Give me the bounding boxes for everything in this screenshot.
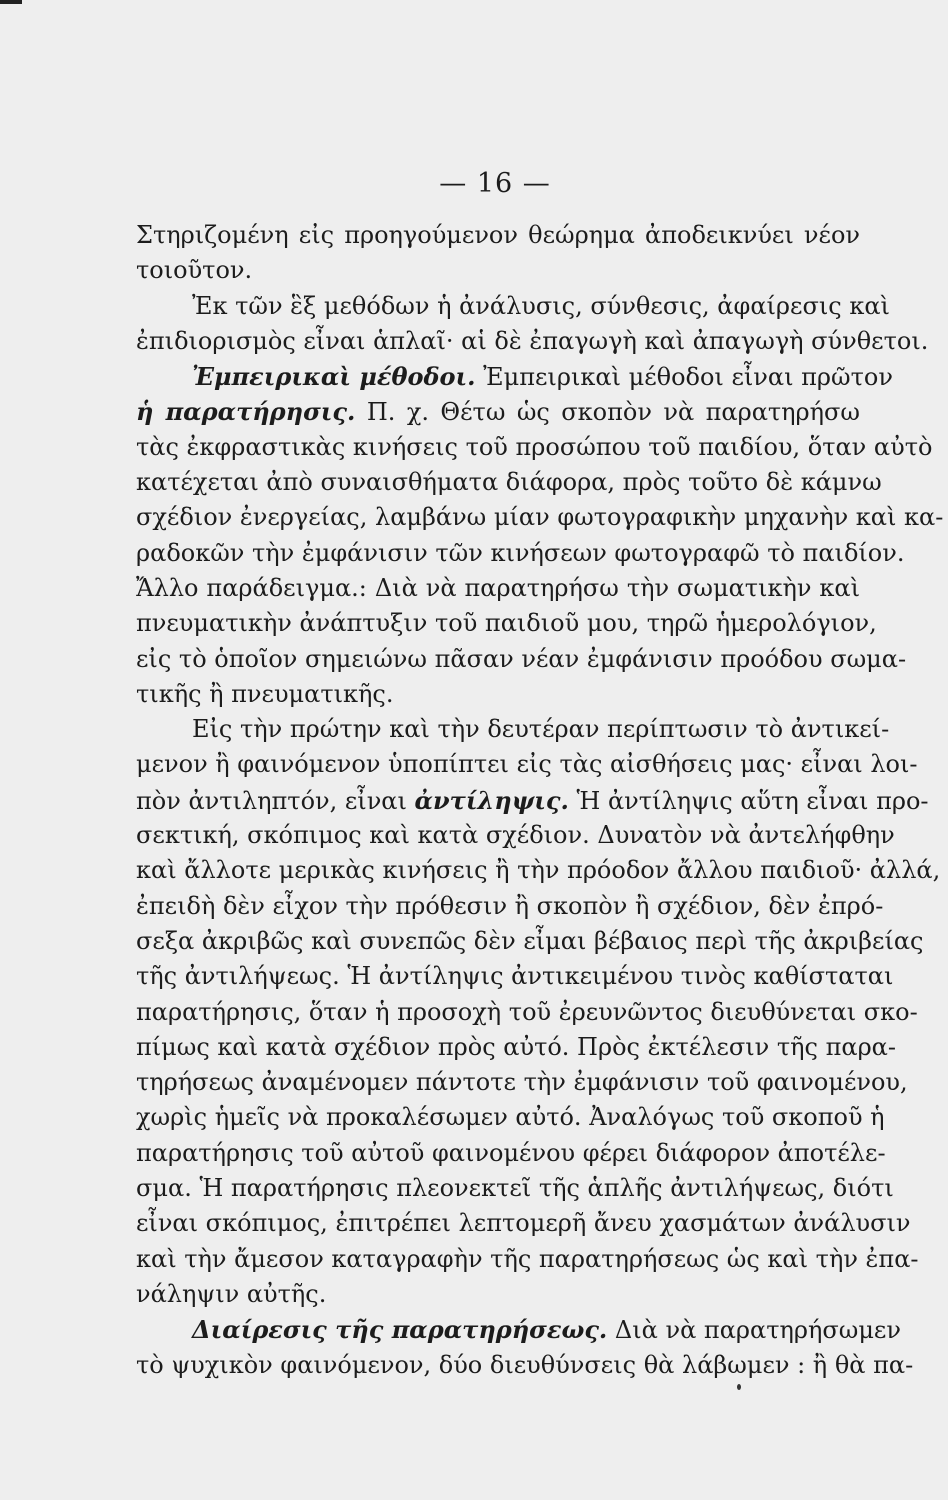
text-line xyxy=(136,853,941,888)
line-text: Ἐμπειρικαὶ μέθοδοι εἶναι πρῶτον xyxy=(475,363,893,392)
line-text: Π. χ. Θέτω ὡς σκοπὸν νὰ παρατηρήσω xyxy=(355,398,860,427)
text-line xyxy=(136,218,860,253)
line-text: ραδοκῶν τὴν ἐμφάνισιν τῶν κινήσεων φωτογραφῶ τὸ παιδίον. xyxy=(136,538,905,567)
text-line xyxy=(136,677,860,712)
line-text: Διὰ νὰ παρατηρήσωμεν xyxy=(607,1316,901,1345)
text-line xyxy=(136,1312,901,1347)
text-line xyxy=(136,924,924,959)
line-text: καὶ τὴν ἄμεσον καταγραφὴν τῆς παρατηρήσεως ὡς καὶ τὴν ἐπα- xyxy=(136,1244,919,1273)
text-line xyxy=(136,359,893,394)
line-text: τοιοῦτον. xyxy=(136,256,253,285)
line-text: καὶ ἄλλοτε μερικὰς κινήσεις ἢ τὴν πρόοδον ἄλλου παιδιοῦ· ἀλλά, xyxy=(136,856,941,885)
text-line xyxy=(136,571,860,606)
text-line xyxy=(136,465,882,500)
text-line xyxy=(136,1277,860,1312)
text-line xyxy=(136,1242,919,1277)
line-text: μενον ἢ φαινόμενον ὑποπίπτει εἰς τὰς αἰσθήσεις μας· εἶναι λοι- xyxy=(136,750,918,779)
text-line xyxy=(136,536,905,571)
line-text: τῆς ἀντιλήψεως. Ἡ ἀντίληψις ἀντικειμένου τινὸς καθίσταται xyxy=(136,962,894,991)
line-text: τὰς ἐκφραστικὰς κινήσεις τοῦ προσώπου τοῦ παιδίου, ὅταν αὐτὸ xyxy=(136,432,933,461)
text-line xyxy=(136,253,860,288)
scan-corner-mark xyxy=(0,0,22,4)
emphasized-heading: Ἐμπειρικαὶ μέθοδοι. xyxy=(192,362,476,392)
text-line xyxy=(136,1171,894,1206)
line-text: παρατήρησις, ὅταν ἡ προσοχὴ τοῦ ἐρευνῶντος διευθύνεται σκο- xyxy=(136,997,918,1026)
text-line xyxy=(136,747,918,782)
line-text: κατέχεται ἀπὸ συναισθήματα διάφορα, πρὸς τοῦτο δὲ κάμνω xyxy=(136,468,882,497)
line-text: σεξα ἀκριβῶς καὶ συνεπῶς δὲν εἶμαι βέβαιος περὶ τῆς ἀκριβείας xyxy=(136,926,924,955)
line-text: πνευματικὴν ἀνάπτυξιν τοῦ παιδιοῦ μου, τηρῶ ἡμερολόγιον, xyxy=(136,609,877,638)
emphasized-heading: ἡ παρατήρησις. xyxy=(136,397,356,427)
text-line xyxy=(136,1030,896,1065)
line-text: σμα. Ἡ παρατήρησις πλεονεκτεῖ τῆς ἁπλῆς ἀντιλήψεως, διότι xyxy=(136,1174,894,1203)
page-number: — 16 — xyxy=(439,168,551,199)
text-line xyxy=(136,289,890,324)
line-text: ἐπειδὴ δὲν εἶχον τὴν πρόθεσιν ἢ σκοπὸν ἢ σχέδιον, δὲν ἐπρό- xyxy=(136,891,884,920)
body-text xyxy=(136,218,944,1383)
line-text: νάληψιν αὐτῆς. xyxy=(136,1279,327,1308)
line-text: πὸν ἀντιληπτόν, εἶναι xyxy=(136,786,415,815)
line-text: παρατήρησις τοῦ αὐτοῦ φαινομένου φέρει διάφορον ἀποτέλε- xyxy=(136,1138,886,1167)
ink-speck xyxy=(737,1384,741,1390)
text-line xyxy=(136,818,895,853)
line-text: Στηριζομένη εἰς προηγούμενον θεώρημα ἀποδεικνύει νέον xyxy=(136,221,860,249)
text-line xyxy=(136,995,918,1030)
line-text: πίμως καὶ κατὰ σχέδιον πρὸς αὐτό. Πρὸς ἐκτέλεσιν τῆς παρα- xyxy=(136,1032,896,1061)
line-text: σεκτική, σκόπιμος καὶ κατὰ σχέδιον. Δυνατὸν νὰ ἀντελήφθην xyxy=(136,821,895,850)
line-text: τικῆς ἢ πνευματικῆς. xyxy=(136,679,394,708)
text-line xyxy=(136,712,890,747)
emphasized-heading: ἀντίληψις. xyxy=(414,785,569,815)
text-line xyxy=(136,1100,885,1135)
text-line xyxy=(136,642,907,677)
line-text: χωρὶς ἡμεῖς νὰ προκαλέσωμεν αὐτό. Ἀναλόγως τοῦ σκοποῦ ἡ xyxy=(136,1103,885,1132)
text-line xyxy=(136,1348,914,1383)
line-text: εἶναι σκόπιμος, ἐπιτρέπει λεπτομερῆ ἄνευ χασμάτων ἀνάλυσιν xyxy=(136,1209,911,1238)
text-line xyxy=(136,394,860,429)
text-line xyxy=(136,1065,908,1100)
text-line xyxy=(136,500,944,535)
line-text: ἐπιδιορισμὸς εἶναι ἁπλαῖ· αἱ δὲ ἐπαγωγὴ καὶ ἀπαγωγὴ σύνθετοι. xyxy=(136,326,929,355)
text-line xyxy=(136,1136,886,1171)
text-line xyxy=(136,430,933,465)
line-text: Ἡ ἀντίληψις αὕτη εἶναι προ- xyxy=(568,786,929,815)
line-text: σχέδιον ἐνεργείας, λαμβάνω μίαν φωτογραφικὴν μηχανὴν καὶ κα- xyxy=(136,503,944,532)
line-text: εἰς τὸ ὁποῖον σημειώνω πᾶσαν νέαν ἐμφάνισιν προόδου σωμα- xyxy=(136,644,907,673)
line-text: τηρήσεως ἀναμένομεν πάντοτε τὴν ἐμφάνισιν τοῦ φαινομένου, xyxy=(136,1068,908,1097)
line-text: Ἐκ τῶν ἓξ μεθόδων ἡ ἀνάλυσις, σύνθεσις, ἀφαίρεσις καὶ xyxy=(192,291,890,320)
line-text: Εἰς τὴν πρώτην καὶ τὴν δευτέραν περίπτωσιν τὸ ἀντικεί- xyxy=(192,715,890,744)
emphasized-heading: Διαίρεσις τῆς παρατηρήσεως. xyxy=(192,1315,608,1345)
line-text: τὸ ψυχικὸν φαινόμενον, δύο διευθύνσεις θὰ λάβωμεν : ἢ θὰ πα- xyxy=(136,1350,914,1379)
text-line xyxy=(136,1206,911,1241)
text-line xyxy=(136,783,929,818)
text-line xyxy=(136,324,929,359)
text-line xyxy=(136,959,894,994)
text-line xyxy=(136,606,877,641)
line-text: Ἄλλο παράδειγμα.: Διὰ νὰ παρατηρήσω τὴν σωματικὴν καὶ xyxy=(136,573,860,602)
text-line xyxy=(136,889,884,924)
